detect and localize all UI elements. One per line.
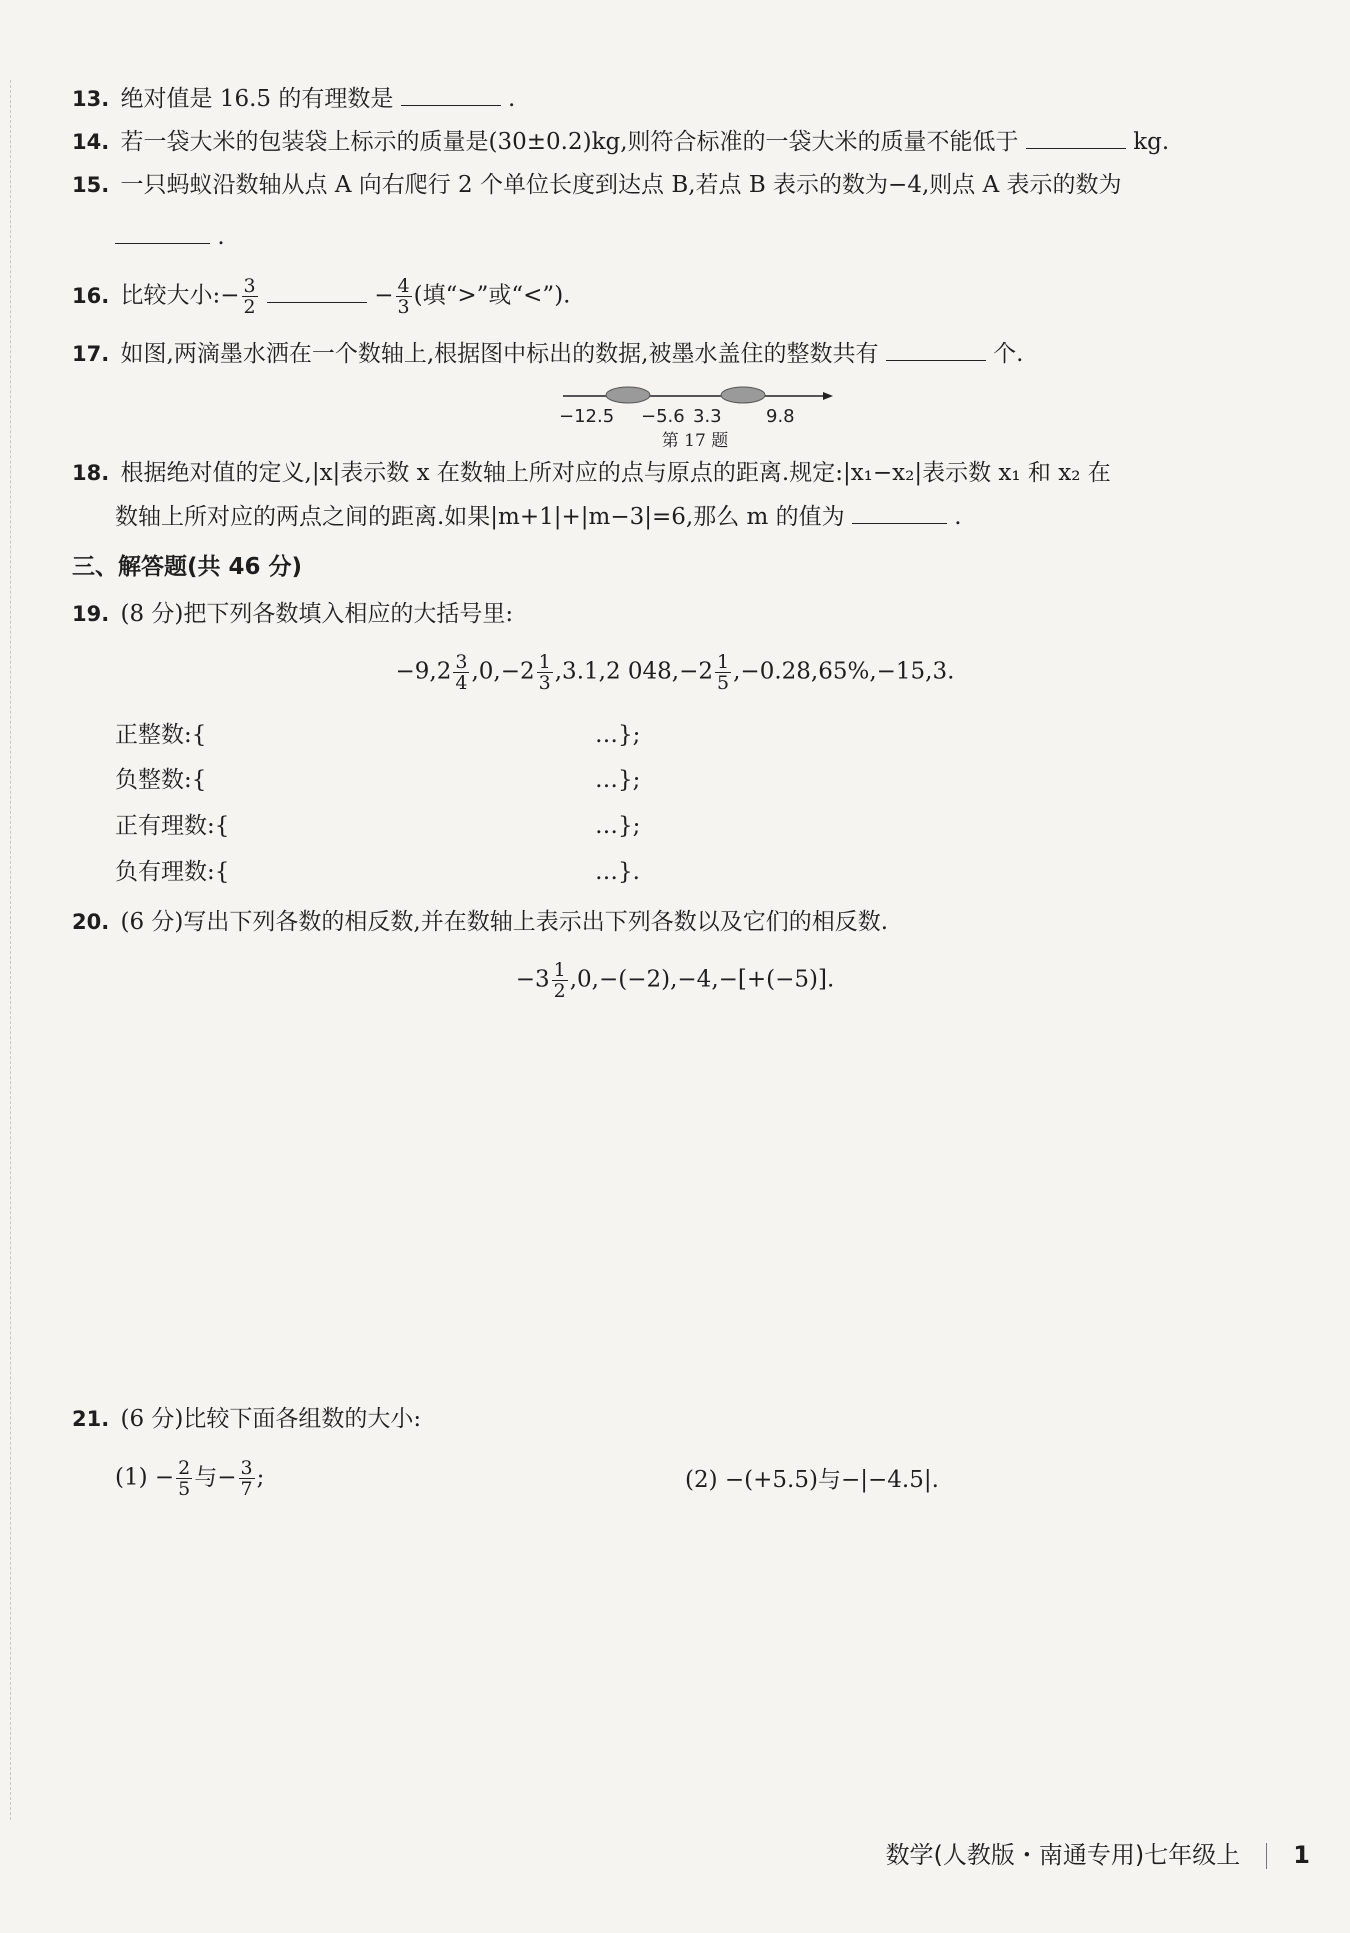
binding-margin-line — [10, 80, 11, 1820]
figure-caption: 第 17 题 — [661, 431, 729, 451]
question-text: 如图,两滴墨水洒在一个数轴上,根据图中标出的数据,被墨水盖住的整数共有 — [120, 341, 879, 367]
fraction-numerator: 2 — [178, 1457, 191, 1479]
question-number: 20. — [72, 910, 110, 934]
question-19 — [72, 597, 513, 631]
question-number: 18. — [72, 461, 110, 485]
question-text-end: kg. — [1133, 129, 1170, 155]
answer-blank[interactable] — [401, 83, 501, 106]
answer-blank[interactable] — [267, 280, 367, 303]
question-text: 根据绝对值的定义,|x|表示数 x 在数轴上所对应的点与原点的距离.规定:|x₁−x₂|表示数 x₁ 和 x₂ 在 — [120, 460, 1111, 486]
question-number: 14. — [72, 130, 110, 154]
part-text: (1) − — [115, 1464, 175, 1491]
fraction-numerator: 4 — [397, 275, 410, 297]
ink-blot-right — [721, 387, 765, 403]
question-text: 若一袋大米的包装袋上标示的质量是(30±0.2)kg,则符合标准的一袋大米的质量不能低于 — [120, 129, 1019, 155]
list-text: ,3.1,2 048,−2 — [554, 658, 714, 685]
fraction-denominator: 7 — [240, 1478, 253, 1500]
fraction-denominator: 5 — [717, 672, 730, 694]
list-text: ,0,−(−2),−4,−[+(−5)]. — [569, 966, 835, 993]
list-text: ,−0.28,65%,−15,3. — [733, 658, 955, 685]
question-number: 17. — [72, 342, 110, 366]
fraction — [242, 276, 258, 317]
fraction — [176, 1458, 192, 1499]
question-18 — [72, 456, 1111, 490]
question-18-line2 — [115, 500, 962, 534]
arrow-head-icon — [823, 392, 833, 400]
question-number: 16. — [72, 283, 110, 308]
fraction-denominator: 2 — [243, 296, 256, 318]
fraction — [537, 652, 553, 693]
answer-blank[interactable] — [886, 338, 986, 361]
fraction — [396, 276, 412, 317]
question-14 — [72, 125, 1169, 159]
question-text: 绝对值是 16.5 的有理数是 — [120, 86, 394, 112]
question-number: 19. — [72, 602, 110, 626]
fraction-numerator: 1 — [717, 651, 730, 673]
number-line-figure — [545, 382, 845, 452]
category-end: …}; — [595, 722, 641, 748]
fraction — [715, 652, 731, 693]
answer-blank[interactable] — [1026, 126, 1126, 149]
fraction — [552, 960, 568, 1001]
fraction-denominator: 2 — [553, 980, 566, 1002]
ink-blot-left — [606, 387, 650, 403]
category-negative-integers: 负整数:{ — [115, 767, 207, 793]
answer-blank[interactable] — [852, 501, 947, 524]
fraction-denominator: 5 — [178, 1478, 191, 1500]
list-text: −9,2 — [395, 658, 452, 685]
question-text: 数轴上所对应的两点之间的距离.如果|m+1|+|m−3|=6,那么 m 的值为 — [115, 504, 845, 530]
category-end: …}; — [595, 813, 641, 839]
number-list — [0, 960, 1350, 1001]
section-heading: 三、解答题(共 46 分) — [72, 554, 303, 580]
label-9-8: 9.8 — [766, 406, 795, 427]
fraction-numerator: 3 — [240, 1457, 253, 1479]
question-text-end: . — [507, 86, 516, 112]
fraction-numerator: 3 — [243, 275, 256, 297]
fraction-numerator: 1 — [553, 959, 566, 981]
question-15 — [72, 168, 1122, 202]
question-number: 21. — [72, 1407, 110, 1431]
question-text-end: . — [217, 224, 225, 250]
list-text: ,0,−2 — [471, 658, 535, 685]
question-text-end: 个. — [993, 341, 1024, 367]
fraction-denominator: 3 — [397, 296, 410, 318]
category-positive-integers: 正整数:{ — [115, 722, 207, 748]
question-text: 比较大小:− — [120, 282, 240, 309]
question-21-part-1 — [115, 1458, 264, 1499]
fraction-numerator: 3 — [455, 651, 468, 673]
book-title: 数学(人教版・南通专用)七年级上 — [885, 1841, 1241, 1869]
part-text: ; — [256, 1464, 265, 1491]
question-17 — [72, 337, 1023, 371]
question-text-end: . — [954, 504, 962, 530]
fraction-denominator: 3 — [538, 672, 551, 694]
question-number: 15. — [72, 173, 110, 197]
question-15-line2 — [115, 220, 225, 254]
question-16 — [72, 276, 570, 317]
question-21-part-2: (2) −(+5.5)与−|−4.5|. — [685, 1467, 939, 1493]
category-end: …}; — [595, 767, 641, 793]
category-end: …}. — [595, 859, 640, 885]
page-footer — [886, 1835, 1310, 1870]
category-negative-rationals: 负有理数:{ — [115, 859, 230, 885]
label-minus-12-5: −12.5 — [559, 406, 615, 427]
question-text: (6 分)写出下列各数的相反数,并在数轴上表示出下列各数以及它们的相反数. — [120, 909, 889, 935]
label-minus-5-6: −5.6 — [641, 406, 685, 427]
fraction-numerator: 1 — [538, 651, 551, 673]
fraction — [239, 1458, 255, 1499]
question-text: − — [374, 282, 394, 309]
list-text: −3 — [515, 966, 550, 993]
question-13 — [72, 82, 515, 116]
question-number: 13. — [72, 87, 110, 111]
fraction-denominator: 4 — [455, 672, 468, 694]
part-text: 与− — [194, 1464, 237, 1491]
answer-blank[interactable] — [115, 221, 210, 244]
number-list — [0, 652, 1350, 693]
question-text: (8 分)把下列各数填入相应的大括号里: — [120, 601, 514, 627]
category-positive-rationals: 正有理数:{ — [115, 813, 230, 839]
question-text-end: (填“>”或“<”). — [413, 282, 571, 309]
question-text: 一只蚂蚁沿数轴从点 A 向右爬行 2 个单位长度到达点 B,若点 B 表示的数为−4,则点 A 表示的数为 — [120, 172, 1122, 198]
label-3-3: 3.3 — [693, 406, 722, 427]
fraction — [453, 652, 469, 693]
question-text: (6 分)比较下面各组数的大小: — [120, 1406, 422, 1432]
page-number: 1 — [1293, 1841, 1310, 1869]
question-21 — [72, 1402, 421, 1436]
question-20 — [72, 905, 888, 939]
footer-divider — [1266, 1843, 1267, 1869]
